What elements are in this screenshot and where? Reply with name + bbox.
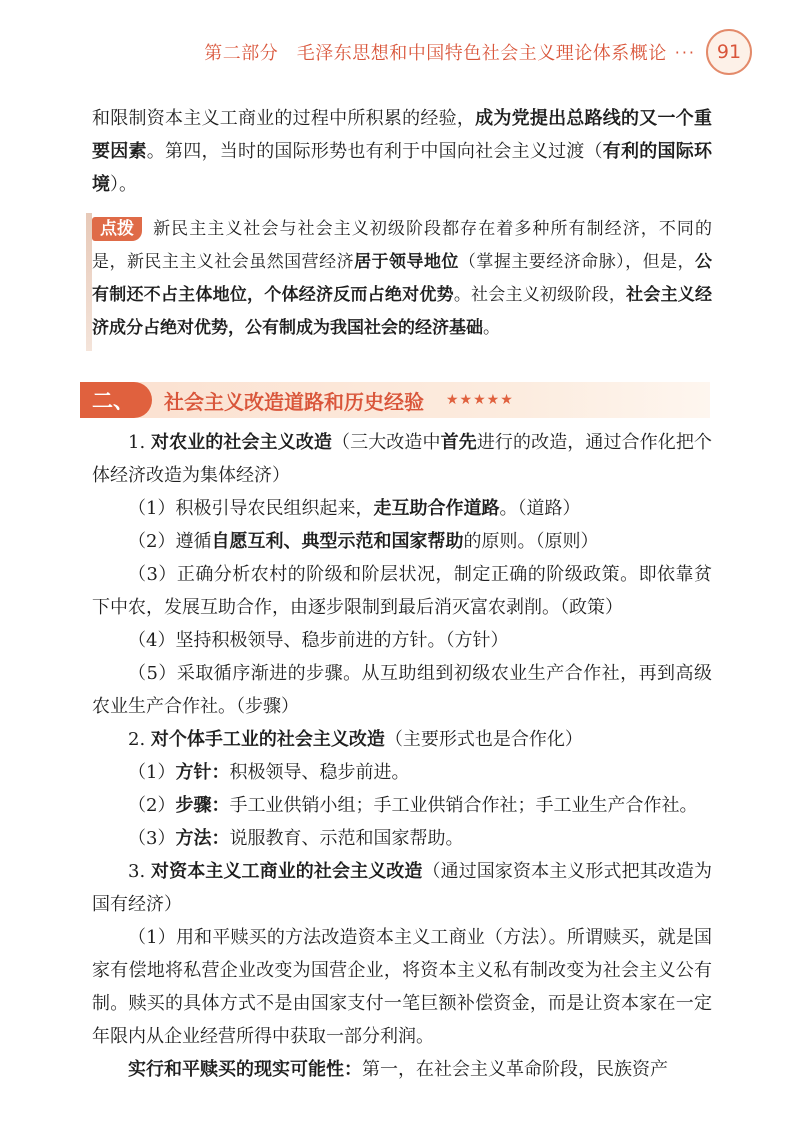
page-number: 91 <box>706 29 752 75</box>
subheading-handicraft <box>92 723 712 756</box>
subheading-number: 1. <box>128 432 151 453</box>
subheading-number: 2. <box>128 729 151 750</box>
item-text: （1） <box>128 762 176 783</box>
header-title: 第二部分 毛泽东思想和中国特色社会主义理论体系概论 <box>204 43 667 64</box>
section-number: 二、 <box>80 382 152 418</box>
item-text: 的原则。（原则） <box>463 531 599 552</box>
item-text: （3） <box>128 828 176 849</box>
subheading-text: （主要形式也是合作化） <box>384 729 583 750</box>
list-item <box>92 756 712 789</box>
tip-segment: 新民主主义社会与社会主义初级阶段都存在着多种所有制经济，不同的是，新民主主义社会虽然国营经济 <box>92 219 712 272</box>
subheading-bold: 对个体手工业的社会主义改造 <box>150 729 385 750</box>
subheading-text: （三大改造中 <box>332 432 441 453</box>
tip-text <box>92 213 712 345</box>
item-bold: 走互助合作道路 <box>373 498 500 519</box>
tip-segment: 。 <box>483 318 500 338</box>
tip-bar <box>86 213 92 351</box>
intro-content <box>92 102 712 351</box>
page-header <box>0 0 800 100</box>
tip-bold: 公有制还不占主体地位，个体经济反而占绝对优势 <box>92 252 713 305</box>
subheading-capitalist <box>92 855 712 921</box>
paragraph-bold: 实行和平赎买的现实可能性： <box>128 1059 362 1080</box>
item-bold: 方法： <box>175 828 230 849</box>
item-bold: 步骤： <box>175 795 230 816</box>
intro-paragraph <box>92 102 712 201</box>
subheading-number: 3. <box>128 861 151 882</box>
paragraph-text: 第一，在社会主义革命阶段，民族资产 <box>362 1059 668 1080</box>
list-item <box>92 822 712 855</box>
item-text: 。（道路） <box>499 498 581 519</box>
intro-text: 和限制资本主义工商业的过程中所积累的经验， <box>92 108 476 129</box>
list-item <box>92 789 712 822</box>
intro-bold: 有利的国际环境 <box>92 141 713 195</box>
tip-segment: 。社会主义初级阶段， <box>453 285 627 305</box>
tip-box <box>92 213 712 351</box>
subheading-agriculture <box>92 426 712 492</box>
item-text: 手工业供销小组；手工业供销合作社；手工业生产合作社。 <box>229 795 698 816</box>
tip-segment: （掌握主要经济命脉），但是， <box>458 252 696 272</box>
subheading-bold: 首先 <box>440 432 477 453</box>
item-text: （1）积极引导农民组织起来， <box>128 498 374 519</box>
list-item: （1）用和平赎买的方法改造资本主义工商业（方法）。所谓赎买，就是国家有偿地将私营企业改变为国营企业，将资本主义私有制改变为社会主义公有制。赎买的具体方式不是由国家支付一笔巨额补偿资金，而是让资本家在一定年限内从企业经营所得中获取一部分利润。 <box>92 927 712 1047</box>
list-item: （5）采取循序渐进的步骤。从互助组到初级农业生产合作社，再到高级农业生产合作社。（步骤） <box>92 663 712 717</box>
item-text: 说服教育、示范和国家帮助。 <box>229 828 464 849</box>
item-bold: 自愿互利、典型示范和国家帮助 <box>211 531 464 552</box>
item-bold: 方针： <box>175 762 230 783</box>
subheading-bold: 对资本主义工商业的社会主义改造 <box>151 861 423 882</box>
list-item: （4）坚持积极领导、稳步前进的方针。（方针） <box>128 630 509 651</box>
tip-bold: 社会主义经济成分占绝对优势，公有制成为我国社会的经济基础 <box>92 285 713 338</box>
section-heading <box>80 382 710 418</box>
item-text: （2）遵循 <box>128 531 212 552</box>
intro-text: 。第四，当时的国际形势也有利于中国向社会主义过渡（ <box>146 141 603 162</box>
intro-text: ）。 <box>110 174 137 195</box>
section-title: 社会主义改造道路和历史经验 <box>164 389 424 414</box>
intro-bold: 成为党提出总路线的又一个重要因素 <box>92 108 713 162</box>
subheading-text: 进行的改造，通过合作化把个体经济改造为集体经济） <box>92 432 713 486</box>
subheading-bold: 对农业的社会主义改造 <box>151 432 332 453</box>
list-item: （3）正确分析农村的阶级和阶层状况，制定正确的阶级政策。即依靠贫下中农，发展互助合作，由逐步限制到最后消灭富农剥削。（政策） <box>92 564 712 618</box>
item-text: 积极领导、稳步前进。 <box>229 762 410 783</box>
importance-stars: ★★★★★ <box>446 392 514 408</box>
tip-badge: 点拨 <box>92 217 142 241</box>
section-body <box>92 426 712 1086</box>
header-dots: ··· <box>674 42 696 62</box>
list-item <box>92 492 712 525</box>
item-text: （2） <box>128 795 176 816</box>
tip-bold: 居于领导地位 <box>354 252 459 272</box>
subheading-text: （通过国家资本主义形式把其改造为国有经济） <box>92 861 712 915</box>
list-item <box>92 525 712 558</box>
paragraph-redemption <box>92 1053 712 1086</box>
